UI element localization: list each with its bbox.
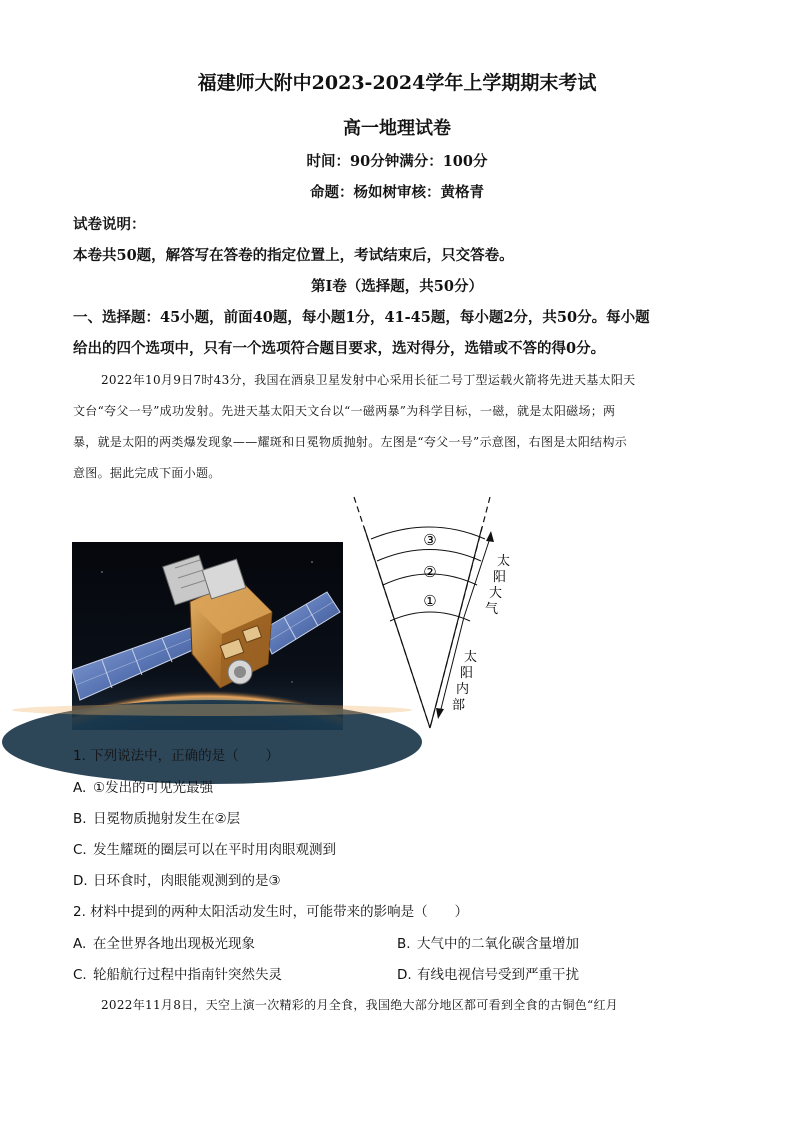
atmosphere-label-char-3: 大 [489, 586, 503, 601]
interior-label-char-3: 内 [456, 682, 470, 697]
layer-label-1: ① [423, 592, 437, 610]
option-text: 日环食时，肉眼能观测到的是③ [93, 873, 281, 889]
option-label: B. [73, 811, 87, 827]
atmosphere-label-char-1: 太 [497, 554, 511, 569]
kuafu-satellite-image [72, 542, 343, 730]
instructions-text: 本卷共50题，解答写在答卷的指定位置上，考试结束后，只交答卷。 [73, 247, 514, 264]
layer-label-3: ③ [423, 531, 437, 549]
option-label: B. [397, 936, 411, 952]
section-intro-line-2: 给出的四个选项中，只有一个选项符合题目要求，选对得分，选错或不答的得0分。 [73, 340, 606, 357]
question-1-option-a[interactable] [73, 776, 213, 796]
question-2-option-d[interactable] [397, 963, 579, 983]
option-label: D. [73, 873, 88, 889]
exam-title: 福建师大附中2023-2024学年上学期期末考试 [197, 72, 597, 94]
section-intro-line-1: 一、选择题：45小题，前面40题，每小题1分，41-45题，每小题2分，共50分。每小题 [73, 309, 650, 326]
question-1-option-d[interactable] [73, 869, 281, 889]
option-label: D. [397, 967, 412, 983]
interior-label-char-2: 阳 [460, 666, 474, 681]
passage-line-4: 意图。据此完成下面小题。 [73, 466, 221, 480]
section-title: 第Ⅰ卷（选择题，共50分） [311, 278, 483, 295]
interior-label-char-1: 太 [464, 650, 478, 665]
question-1-stem: 1. 下列说法中，正确的是（ ） [73, 748, 280, 764]
option-label: C. [73, 967, 87, 983]
option-text: 大气中的二氧化碳含量增加 [417, 936, 579, 952]
question-1-option-b[interactable] [73, 807, 240, 827]
option-label: A. [73, 936, 87, 952]
layer-boundary-2 [377, 550, 481, 562]
option-text: 日冕物质抛射发生在②层 [93, 811, 241, 827]
question-2-option-c[interactable] [73, 963, 282, 983]
question-2-option-b[interactable] [397, 932, 579, 952]
layer-label-2: ② [423, 563, 437, 581]
option-text: 轮船航行过程中指南针突然失灵 [93, 967, 282, 983]
option-text: ①发出的可见光最强 [93, 780, 214, 796]
atmosphere-label-char-4: 气 [485, 602, 499, 617]
question-2-option-a[interactable] [73, 932, 255, 952]
option-text: 在全世界各地出现极光现象 [93, 936, 255, 952]
sun-structure-diagram [340, 495, 511, 735]
question-1-option-c[interactable] [73, 838, 336, 858]
exam-subtitle: 高一地理试卷 [343, 118, 451, 139]
passage-line-1: 2022年10月9日7时43分，我国在酒泉卫星发射中心采用长征二号丁型运载火箭将先进天基太阳天 [101, 373, 636, 387]
time-score-line: 时间：90分钟满分：100分 [306, 153, 488, 170]
passage-2-line-1: 2022年11月8日，天空上演一次精彩的月全食，我国绝大部分地区都可看到全食的古铜色“红月 [101, 998, 619, 1012]
passage-line-2: 文台“夸父一号”成功发射。先进天基太阳天文台以“一磁两暴”为科学目标，一磁，就是太阳磁场；两 [73, 404, 616, 418]
passage-line-3: 暴，就是太阳的两类爆发现象——耀斑和日冕物质抛射。左图是“夸父一号”示意图，右图是太阳结构示 [73, 435, 628, 449]
instructions-heading: 试卷说明： [73, 216, 146, 233]
atmosphere-label-char-2: 阳 [493, 570, 507, 585]
author-reviewer-line: 命题：杨如树审核：黄格青 [310, 184, 484, 201]
option-label: A. [73, 780, 87, 796]
option-label: C. [73, 842, 87, 858]
interior-label-char-4: 部 [452, 698, 466, 713]
question-2-stem: 2. 材料中提到的两种太阳活动发生时，可能带来的影响是（ ） [73, 904, 469, 920]
option-text: 发生耀斑的圈层可以在平时用肉眼观测到 [93, 842, 336, 858]
option-text: 有线电视信号受到严重干扰 [417, 967, 579, 983]
